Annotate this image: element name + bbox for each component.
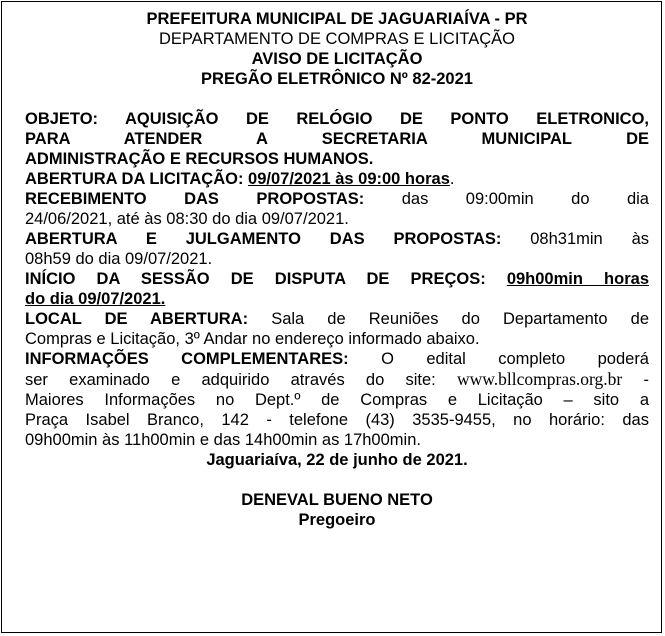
info-label: INFORMAÇÕES COMPLEMENTARES: xyxy=(25,350,349,368)
local-line-1 xyxy=(25,309,649,329)
info-text-2a: ser examinado e adquirido através do site: xyxy=(25,371,436,389)
recebimento-line-2: 24/06/2021, até às 08:30 do dia 09/07/2021. xyxy=(25,210,349,228)
site-link[interactable]: www.bllcompras.org.br xyxy=(457,369,623,389)
info-line-5: 09h00min às 11h00min e das 14h00min as 17h00min. xyxy=(25,431,421,449)
julgamento-text-1: 08h31min às xyxy=(530,230,649,248)
inicio-label: INÍCIO DA SESSÃO DE DISPUTA DE PREÇOS: xyxy=(25,270,486,288)
date-line: Jaguariaíva, 22 de junho de 2021. xyxy=(206,451,468,469)
info-line-1 xyxy=(25,349,649,369)
spacer xyxy=(25,470,649,490)
recebimento-line-1 xyxy=(25,189,649,209)
julgamento-line-1 xyxy=(25,229,649,249)
inicio-text-1: 09h00min horas xyxy=(506,270,649,288)
info-line-3: Maiores Informações no Dept.º de Compras e Licitação – sito a xyxy=(25,391,649,409)
info-line-2 xyxy=(25,369,649,390)
signer-name: DENEVAL BUENO NETO xyxy=(241,491,433,509)
objeto-line-2: PARA ATENDER A SECRETARIA MUNICIPAL DE xyxy=(25,130,649,148)
department-name: DEPARTAMENTO DE COMPRAS E LICITAÇÃO xyxy=(158,30,516,48)
info-text-2b: - xyxy=(643,371,649,389)
abertura-value: 09/07/2021 às 09:00 horas xyxy=(248,170,450,188)
objeto-text-1: AQUISIÇÃO DE RELÓGIO DE PONTO ELETRONICO, xyxy=(124,110,649,128)
abertura-label: ABERTURA DA LICITAÇÃO: xyxy=(25,170,244,188)
abertura-end: . xyxy=(449,170,455,188)
objeto-line-3: ADMINISTRAÇÃO E RECURSOS HUMANOS. xyxy=(25,150,374,168)
recebimento-text-1: das 09:00min do dia xyxy=(401,190,649,208)
notice-title: AVISO DE LICITAÇÃO xyxy=(251,50,423,68)
inicio-line-1 xyxy=(25,269,649,289)
objeto-label: OBJETO: xyxy=(25,110,99,128)
abertura-line xyxy=(25,169,649,189)
local-line-2: Compras e Licitação, 3º Andar no endereço informado abaixo. xyxy=(25,330,480,348)
spacer xyxy=(25,89,649,109)
notice-header xyxy=(25,9,649,89)
process-number: PREGÃO ELETRÔNICO Nº 82-2021 xyxy=(201,70,473,88)
objeto-line-1 xyxy=(25,109,649,129)
info-line-4: Praça Isabel Branco, 142 - telefone (43) 3535-9455, no horário: das xyxy=(25,411,649,429)
signer-role: Pregoeiro xyxy=(298,511,376,529)
local-label: LOCAL DE ABERTURA: xyxy=(25,310,249,328)
info-text-1: O edital completo poderá xyxy=(381,350,649,368)
licitacao-notice xyxy=(1,1,662,633)
julgamento-line-2: 08h59 do dia 09/07/2021. xyxy=(25,250,213,268)
notice-footer xyxy=(25,450,649,530)
org-name: PREFEITURA MUNICIPAL DE JAGUARIAÍVA - PR xyxy=(146,10,528,28)
recebimento-label: RECEBIMENTO DAS PROPOSTAS: xyxy=(25,190,365,208)
local-text-1: Sala de Reuniões do Departamento de xyxy=(271,310,649,328)
julgamento-label: ABERTURA E JULGAMENTO DAS PROPOSTAS: xyxy=(25,230,502,248)
inicio-line-2: do dia 09/07/2021. xyxy=(25,290,166,308)
notice-body xyxy=(25,109,649,450)
